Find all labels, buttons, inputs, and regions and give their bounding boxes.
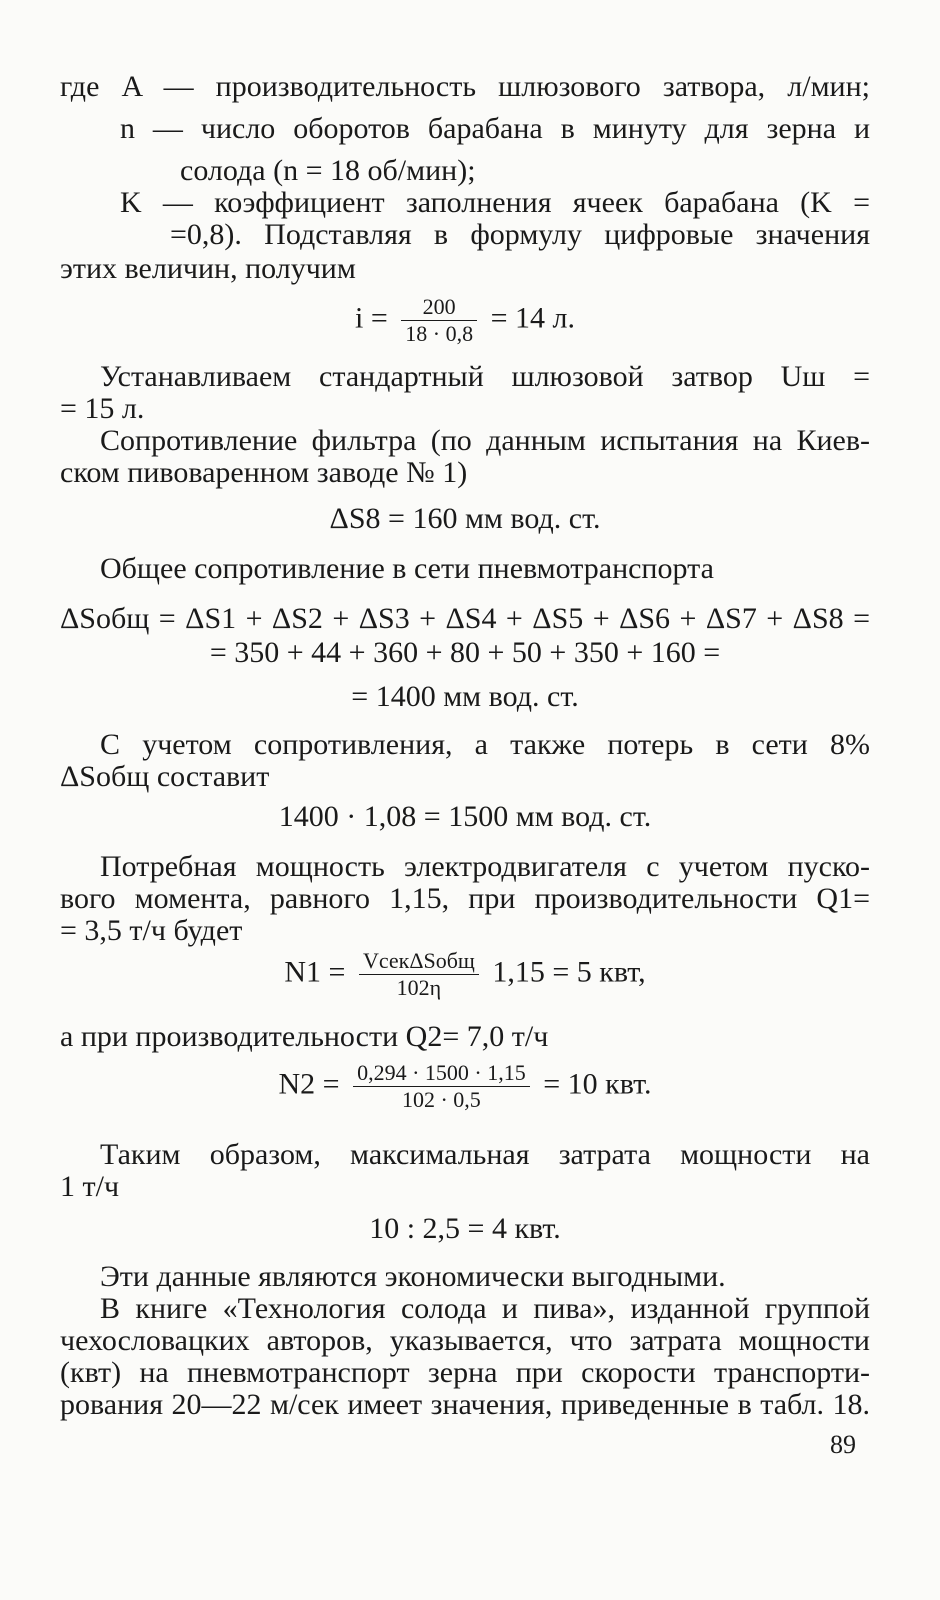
text-line: а при производительности Q2= 7,0 т/ч [60,1020,549,1053]
text-line: Эти данные являются экономически выгодными. [100,1260,726,1293]
text-line: ΔSобщ составит [60,760,270,793]
text-line: вого момента, равного 1,15, при производительности Q1= [60,882,870,915]
text-line: Устанавливаем стандартный шлюзовой затвор Uш = [100,360,870,393]
formula-dsobsch: ΔSобщ = ΔS1 + ΔS2 + ΔS3 + ΔS4 + ΔS5 + ΔS6 + ΔS7 + ΔS8 = [60,602,870,635]
text-line: чехословацких авторов, указывается, что затрата мощности [60,1324,870,1357]
text-line: этих величин, получим [60,252,356,285]
fraction: $\frac{200}{18 \cdot 0,8}$ [401,294,477,347]
text-line: = 3,5 т/ч будет [60,914,243,947]
formula-per-ton: 10 : 2,5 = 4 квт. [369,1212,561,1245]
text-line: С учетом сопротивления, а также потерь в сети 8% [100,728,870,761]
formula-n2: N2 = $\frac{0,294 \cdot 1500 \cdot 1,15}{102 \cdot 0,5}$ = 10 квт. [278,1060,652,1112]
text-line: солода (n = 18 об/мин); [180,154,476,187]
text-line: В книге «Технология солода и пива», изданной группой [100,1292,870,1325]
text-line: Таким образом, максимальная затрата мощности на [100,1138,870,1171]
text-line: Общее сопротивление в сети пневмотранспорта [100,552,714,585]
text-line: где A — производительность шлюзового затвора, л/мин; [60,70,870,103]
formula-ds8: ΔS8 = 160 мм вод. ст. [329,502,601,535]
formula-i: i = $\frac{200}{18 \cdot 0,8}$ = 14 л. [355,294,575,346]
formula-total: = 1400 мм вод. ст. [351,680,579,713]
text-line: ском пивоваренном заводе № 1) [60,456,468,489]
fraction: $\frac{0,294 \cdot 1500 \cdot 1,15}{102 \cdot 0,5}$ [353,1060,530,1113]
text-line: Сопротивление фильтра (по данным испытания на Киев- [100,424,870,457]
fraction: $\frac{\text{VсекΔSобщ}}{102\eta}$ [359,948,479,1001]
text-line: (квт) на пневмотранспорт зерна при скорости транспорти- [60,1356,870,1389]
text-line: Потребная мощность электродвигателя с учетом пуско- [100,850,870,883]
formula-sum: = 350 + 44 + 360 + 80 + 50 + 350 + 160 = [209,636,721,669]
formula-108: 1400 · 1,08 = 1500 мм вод. ст. [278,800,652,833]
text-line: K — коэффициент заполнения ячеек барабана (K = [120,186,870,219]
text-line: n — число оборотов барабана в минуту для зерна и [120,112,870,145]
text-line: = 15 л. [60,392,145,425]
text-line: рования 20—22 м/сек имеет значения, приведенные в табл. 18. [60,1388,870,1421]
text-line: =0,8). Подставляя в формулу цифровые значения [170,218,870,251]
page-number: 89 [830,1430,856,1459]
formula-n1: N1 = $\frac{\text{VсекΔSобщ}}{102\eta}$ 1,15 = 5 квт, [284,948,646,1000]
text-line: 1 т/ч [60,1170,120,1203]
